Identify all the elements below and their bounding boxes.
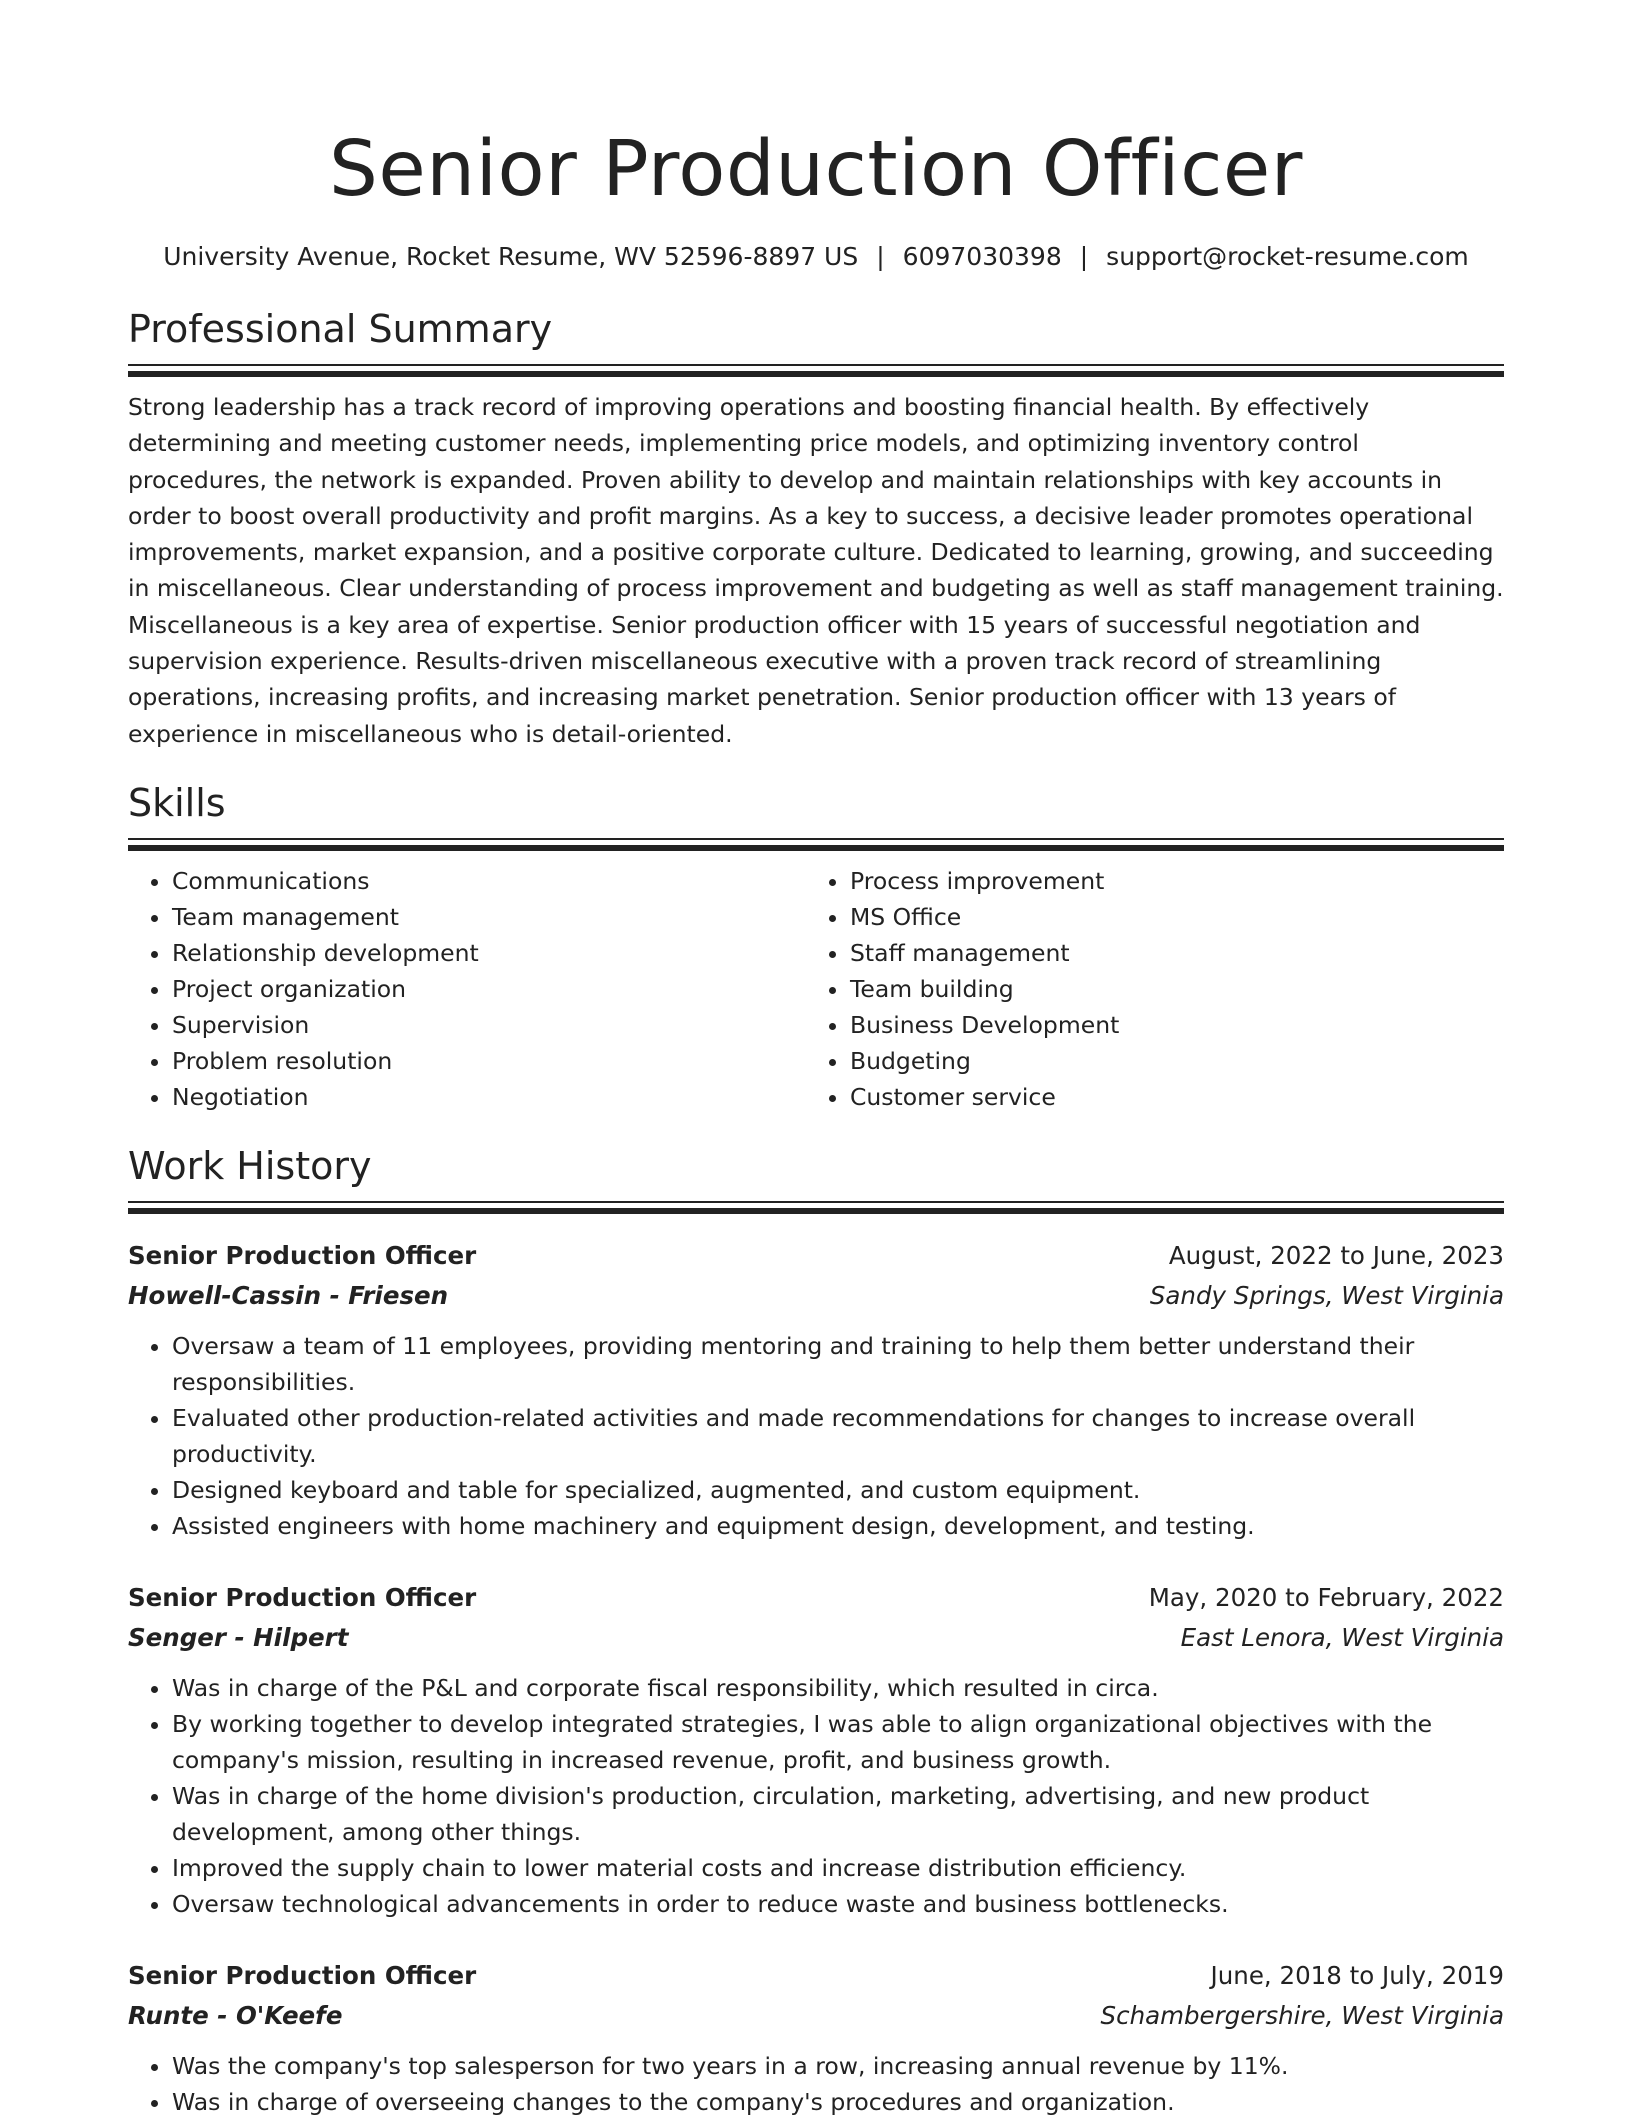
job-company-row — [128, 1276, 1504, 1316]
job-location: Schambergershire, West Virginia — [1100, 2000, 1504, 2030]
job-bullet-list — [128, 2048, 1504, 2120]
skill-item: • Communications — [172, 863, 806, 899]
job-bullet: • Designed keyboard and table for specialized, augmented, and custom equipment. — [172, 1472, 1504, 1508]
contact-separator: | — [1079, 242, 1089, 271]
section-divider — [128, 838, 1504, 851]
contact-address: University Avenue, Rocket Resume, WV 52596-8897 US — [163, 242, 859, 271]
job-dates: June, 2018 to July, 2019 — [1210, 1960, 1504, 1990]
job-dates: May, 2020 to February, 2022 — [1148, 1582, 1504, 1612]
summary-section — [128, 304, 1504, 752]
job-bullet: • Was in charge of overseeing changes to the company's procedures and organization. — [172, 2084, 1504, 2120]
job-bullet: • Was in charge of the P&L and corporate fiscal responsibility, which resulted in circa. — [172, 1670, 1504, 1706]
job-bullet: • Oversaw a team of 11 employees, providing mentoring and training to help them better understand their responsibilities. — [172, 1328, 1504, 1400]
resume-page — [128, 0, 1504, 2120]
skill-item: • MS Office — [850, 899, 1484, 935]
skill-item: • Business Development — [850, 1007, 1484, 1043]
job-bullet: • Evaluated other production-related activities and made recommendations for changes to increase overall productivity. — [172, 1400, 1504, 1472]
job-header-row — [128, 1236, 1504, 1276]
job-header-row — [128, 1578, 1504, 1618]
job-bullet: • By working together to develop integrated strategies, I was able to align organizational objectives with the company's mission, resulting in increased revenue, profit, and business growth. — [172, 1706, 1504, 1778]
job-entry — [128, 1578, 1504, 1922]
job-bullet: • Was in charge of the home division's production, circulation, marketing, advertising, and new product development, among other things. — [172, 1778, 1504, 1850]
contact-separator: | — [876, 242, 885, 271]
skill-item: • Negotiation — [172, 1079, 806, 1115]
job-bullet-list — [128, 1670, 1504, 1922]
job-bullet: • Assisted engineers with home machinery and equipment design, development, and testing. — [172, 1508, 1504, 1544]
job-bullet: • Oversaw technological advancements in order to reduce waste and business bottlenecks. — [172, 1886, 1504, 1922]
job-entry — [128, 1236, 1504, 1544]
skills-section — [128, 778, 1504, 1115]
job-title: Senior Production Officer — [128, 1240, 477, 1270]
job-title: Senior Production Officer — [128, 1960, 477, 1990]
section-divider — [128, 1201, 1504, 1214]
job-bullet: • Was the company's top salesperson for two years in a row, increasing annual revenue by 11%. — [172, 2048, 1504, 2084]
skill-item: • Process improvement — [850, 863, 1484, 899]
skills-heading: Skills — [128, 780, 226, 825]
summary-text: Strong leadership has a track record of improving operations and boosting financial health. By effectively determining and meeting customer needs, implementing price models, and optimizing inventory control procedures, the network is expanded. Proven ability to develop and maintain relationships with key accounts in order to boost overall productivity and profit margins. As a key to success, a decisive leader promotes operational improvements, market expansion, and a positive corporate culture. Dedicated to learning, growing, and succeeding in miscellaneous. Clear understanding of process improvement and budgeting as well as staff management training. Miscellaneous is a key area of expertise. Senior production officer with 15 years of successful negotiation and supervision experience. Results-driven miscellaneous executive with a proven track record of streamlining operations, increasing profits, and increasing market penetration. Senior production officer with 13 years of experience in miscellaneous who is detail-oriented. — [128, 393, 1504, 748]
contact-line — [128, 240, 1504, 274]
summary-heading: Professional Summary — [128, 307, 553, 351]
job-bullet-list — [128, 1328, 1504, 1544]
resume-title: Senior Production Officer — [329, 125, 1303, 214]
skill-item: • Project organization — [172, 971, 806, 1007]
skills-list-left — [128, 863, 806, 1115]
work-history-section — [128, 1141, 1504, 2120]
contact-email: support@rocket-resume.com — [1106, 242, 1469, 271]
job-company-row — [128, 1618, 1504, 1658]
skills-columns — [128, 863, 1504, 1115]
job-location: Sandy Springs, West Virginia — [1149, 1280, 1504, 1310]
skill-item: • Customer service — [850, 1079, 1484, 1115]
skill-item: • Team management — [172, 899, 806, 935]
job-company: Senger - Hilpert — [128, 1622, 349, 1652]
job-entry — [128, 1956, 1504, 2120]
job-company-row — [128, 1996, 1504, 2036]
job-company: Howell-Cassin - Friesen — [128, 1280, 449, 1310]
skill-item: • Relationship development — [172, 935, 806, 971]
job-location: East Lenora, West Virginia — [1180, 1622, 1504, 1652]
skill-item: • Problem resolution — [172, 1043, 806, 1079]
work-history-heading: Work History — [128, 1143, 372, 1188]
skill-item: • Budgeting — [850, 1043, 1484, 1079]
job-company: Runte - O'Keefe — [128, 2000, 343, 2030]
job-dates: August, 2022 to June, 2023 — [1168, 1240, 1504, 1270]
job-bullet: • Improved the supply chain to lower material costs and increase distribution efficiency. — [172, 1850, 1504, 1886]
skills-list-right — [806, 863, 1484, 1115]
section-divider — [128, 364, 1504, 377]
skill-item: • Staff management — [850, 935, 1484, 971]
skill-item: • Supervision — [172, 1007, 806, 1043]
job-title: Senior Production Officer — [128, 1582, 477, 1612]
job-header-row — [128, 1956, 1504, 1996]
skill-item: • Team building — [850, 971, 1484, 1007]
contact-phone: 6097030398 — [902, 242, 1062, 271]
